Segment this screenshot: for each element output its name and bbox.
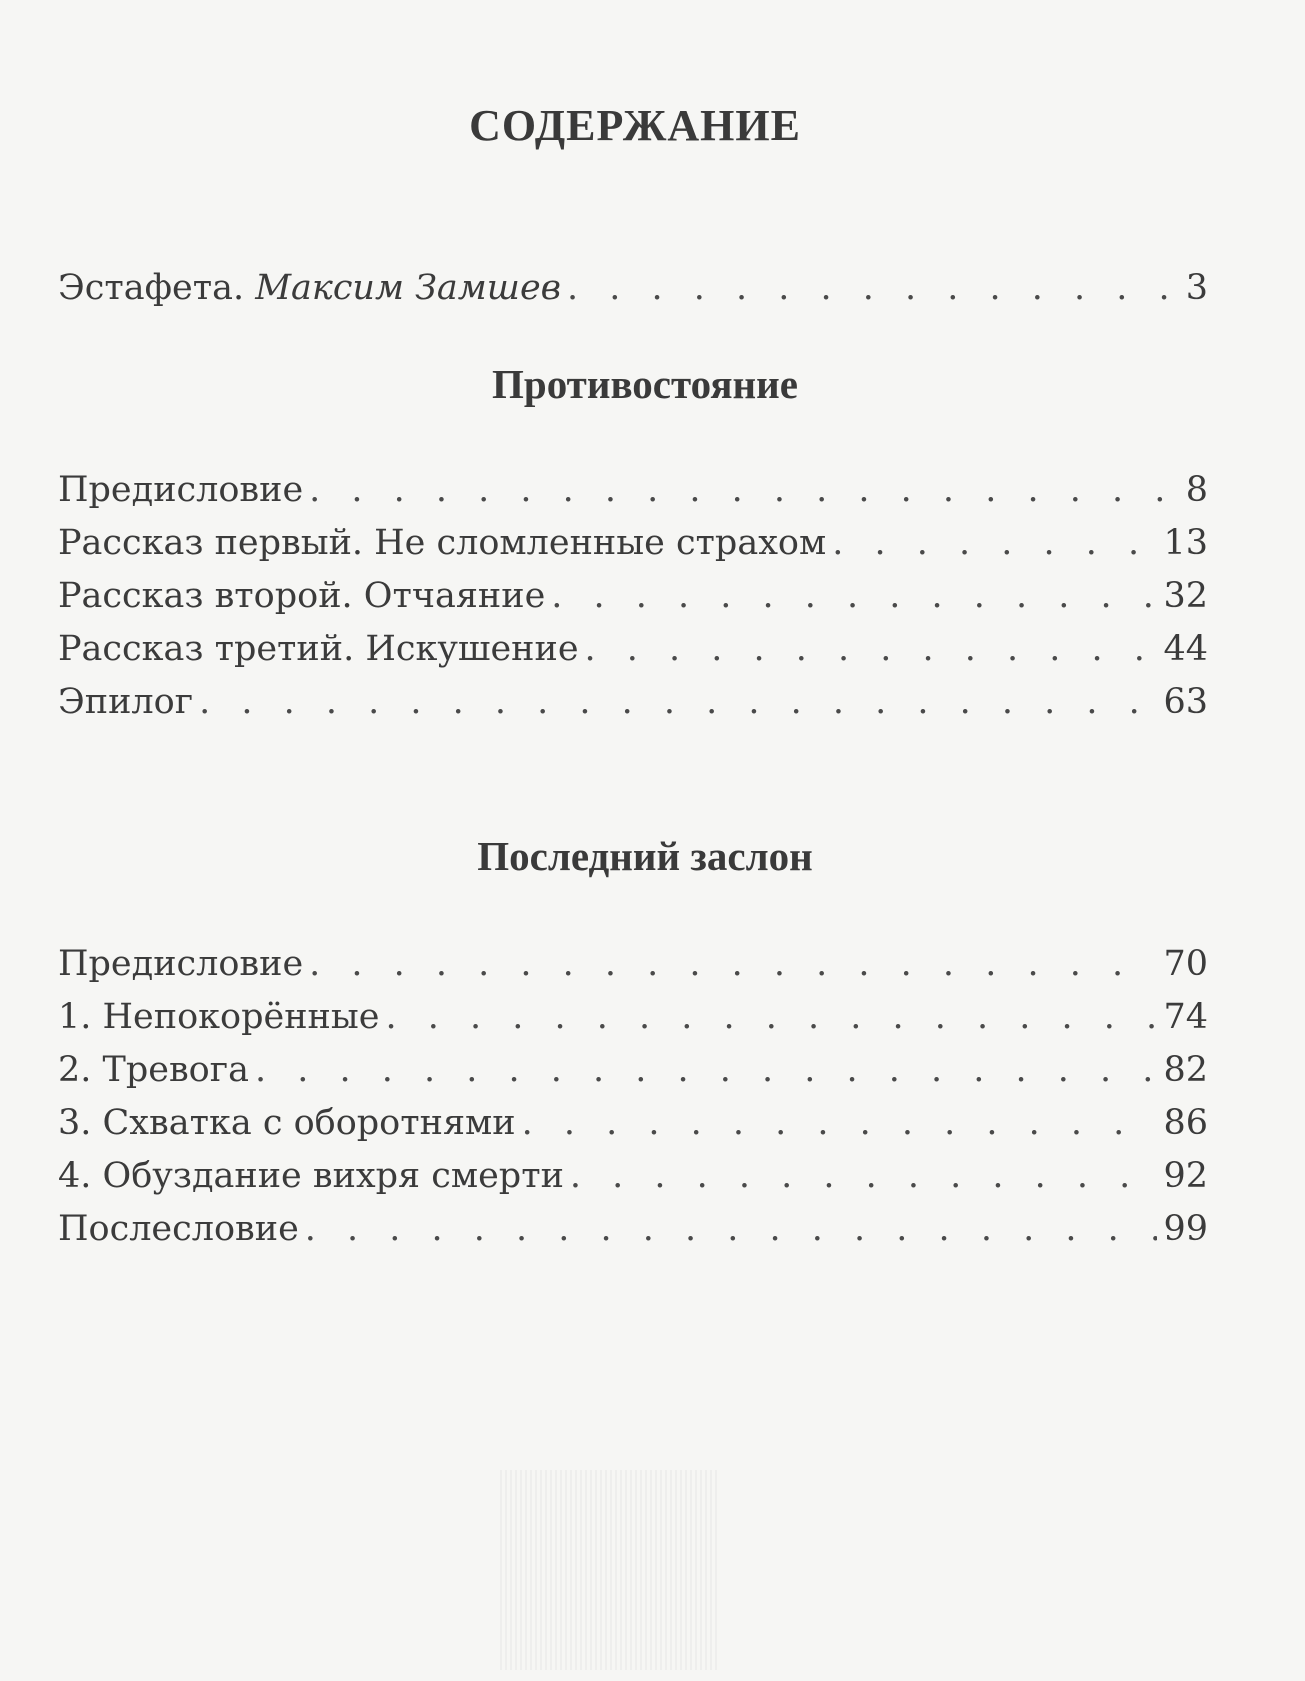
leader-dots [551,576,1157,616]
leader-dots [385,997,1157,1037]
toc-page-number: 92 [1163,1156,1208,1196]
toc-entry[interactable] [58,682,1208,738]
toc-entry-label [58,268,561,308]
toc-entry[interactable] [58,470,1208,526]
toc-entry-label: 1. Непокорённые [58,997,380,1037]
toc-entry-title: Эстафета. [58,268,245,308]
leader-dots [585,629,1158,669]
toc-page-number: 8 [1185,470,1208,510]
toc-page-number: 70 [1163,944,1208,984]
section-heading-protivostoyanie: Противостояние [492,361,798,407]
toc-entry[interactable] [58,629,1208,685]
leader-dots [199,682,1157,722]
barcode-bleed-through [500,1470,720,1670]
toc-page-number: 13 [1163,523,1208,563]
toc-page-number: 86 [1163,1103,1208,1143]
toc-page-number: 82 [1163,1050,1208,1090]
leader-dots [255,1050,1157,1090]
toc-entry-label: 3. Схватка с оборотнями [58,1103,516,1143]
toc-entry[interactable] [58,1209,1208,1265]
toc-entry-label: Послесловие [58,1209,299,1249]
leader-dots [309,944,1157,984]
toc-entry-label: Рассказ первый. Не сломленные страхом [58,523,827,563]
leader-dots [832,523,1157,563]
toc-page-number: 74 [1163,997,1208,1037]
toc-entry-label: Предисловие [58,944,304,984]
toc-entry[interactable] [58,1156,1208,1212]
toc-entry[interactable] [58,1050,1208,1106]
toc-page-number: 3 [1185,268,1208,308]
toc-page-number: 32 [1163,576,1208,616]
toc-entry-label: Рассказ третий. Искушение [58,629,579,669]
toc-page-number: 44 [1163,629,1208,669]
toc-entry-label: Эпилог [58,682,194,722]
toc-entry-label: 4. Обуздание вихря смерти [58,1156,564,1196]
leader-dots [567,268,1180,308]
toc-entry-label: Предисловие [58,470,304,510]
toc-page-number: 63 [1163,682,1208,722]
leader-dots [522,1103,1158,1143]
toc-entry[interactable] [58,576,1208,632]
toc-entry-intro[interactable] [58,268,1208,324]
leader-dots [570,1156,1158,1196]
toc-entry[interactable] [58,523,1208,579]
toc-entry[interactable] [58,1103,1208,1159]
toc-entry-label: 2. Тревога [58,1050,249,1090]
leader-dots [309,470,1180,510]
section-heading-posledniy-zaslon: Последний заслон [477,833,813,879]
leader-dots [305,1209,1158,1249]
toc-page-number: 99 [1163,1209,1208,1249]
toc-entry-label: Рассказ второй. Отчаяние [58,576,546,616]
toc-entry-author: Максим Замшев [255,268,562,308]
page-title: СОДЕРЖАНИЕ [469,101,801,150]
toc-entry[interactable] [58,997,1208,1053]
toc-entry[interactable] [58,944,1208,1000]
